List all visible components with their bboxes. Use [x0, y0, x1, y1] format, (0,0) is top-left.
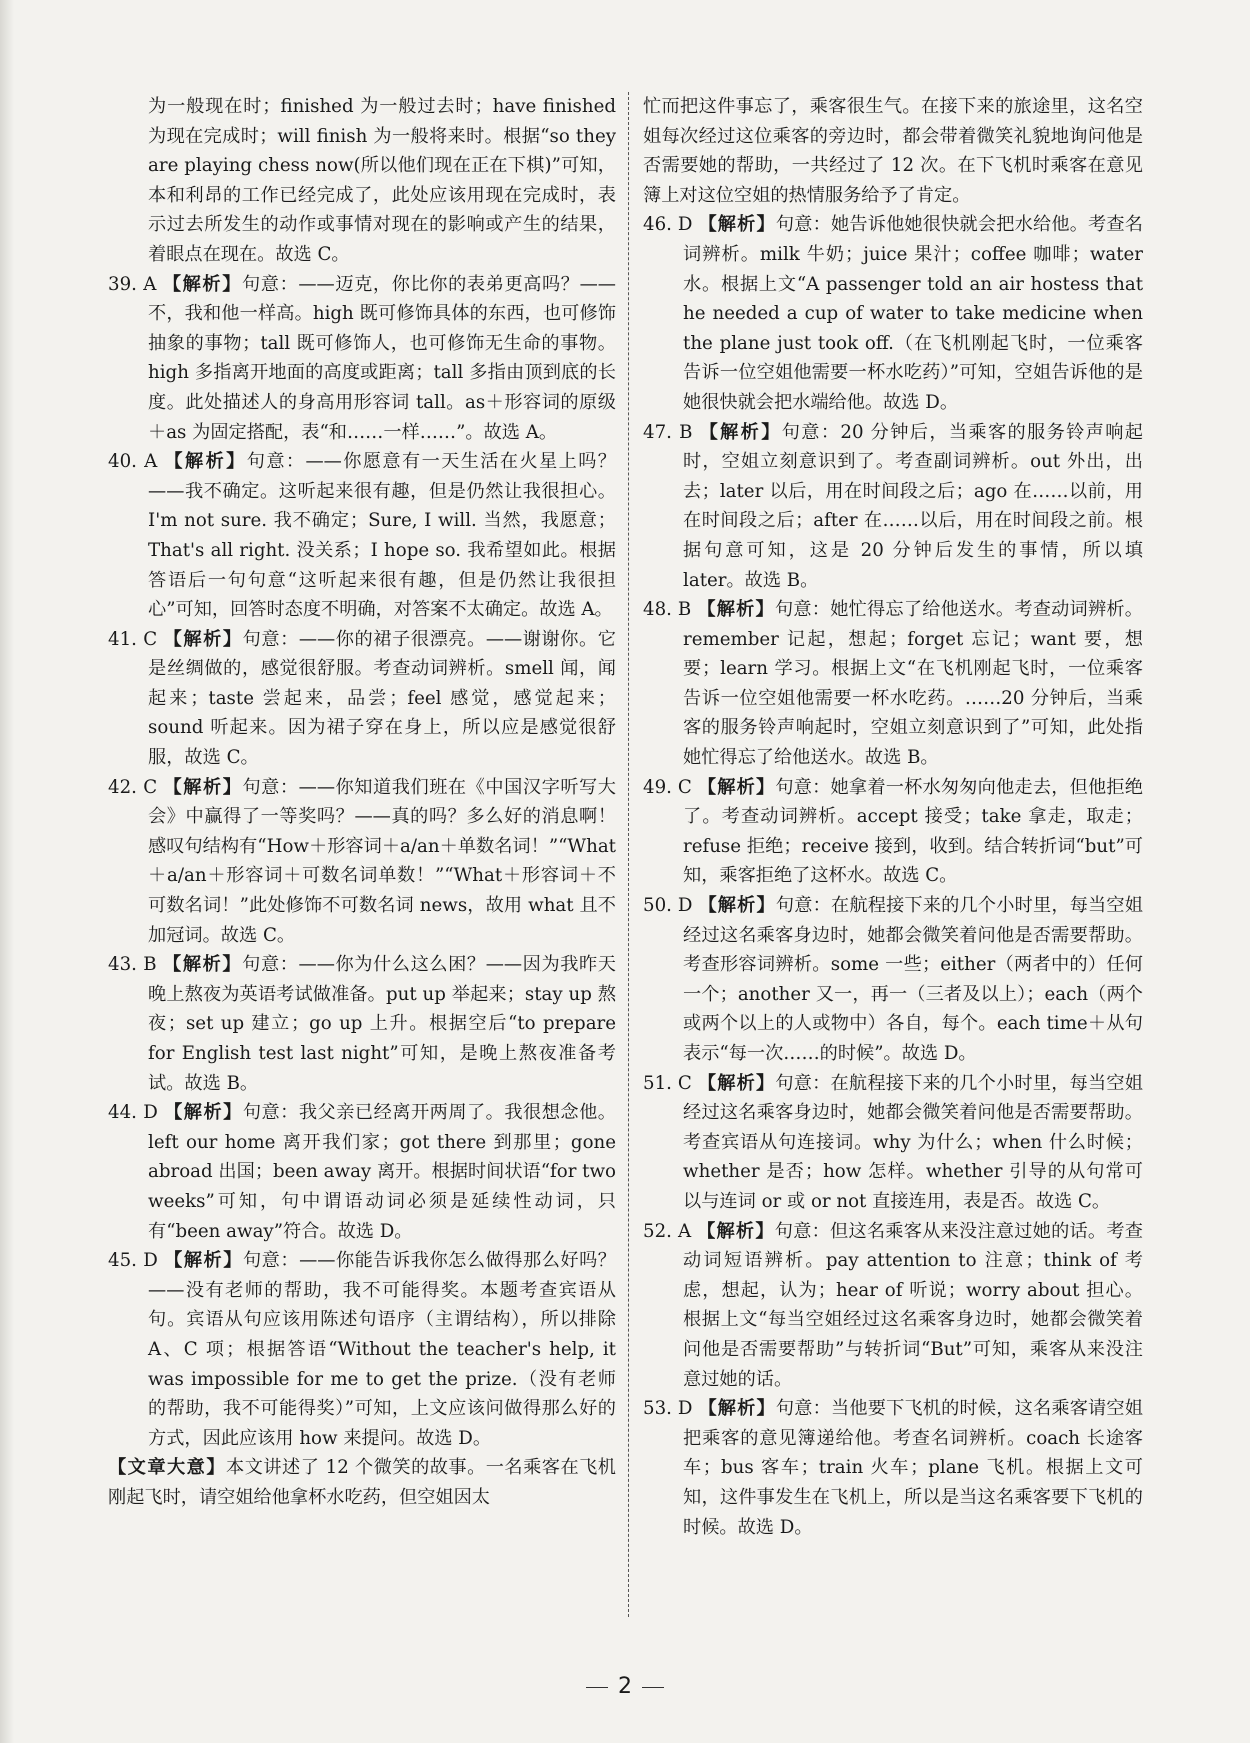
page-footer	[0, 1674, 1250, 1699]
answer-number: 43. B	[108, 954, 157, 976]
right-answer-list	[643, 210, 1143, 1542]
analysis-tag: 【解析】	[697, 1220, 775, 1242]
analysis-tag: 【解析】	[164, 1102, 243, 1124]
analysis-text: 句意：——你能告诉我你怎么做得那么好吗？——没有老师的帮助，我不可能得奖。本题考查宾语从句。宾语从句应该用陈述句语序（主谓结构），所以排除 A、C 项；根据答语“Without the teacher's help, it was impossible for me to get the prize.（没有老师的帮助，我不可能得奖）”可知，上文应该问做得那么好的方式，因此应该用 how 来提问。故选 D。	[148, 1250, 616, 1449]
answer-item	[108, 950, 616, 1098]
analysis-text: 句意：——你知道我们班在《中国汉字听写大会》中赢得了一等奖吗？——真的吗？多么好的消息啊！感叹句结构有“How＋形容词＋a/an＋单数名词！”“What＋a/an＋形容词＋可数名词单数！”“What＋形容词＋不可数名词！”此处修饰不可数名词 news，故用 what 且不加冠词。故选 C。	[148, 776, 616, 946]
footer-dash-left	[586, 1687, 608, 1688]
analysis-text: 句意：在航程接下来的几个小时里，每当空姐经过这名乘客身边时，她都会微笑着问他是否需要帮助。考查宾语从句连接词。why 为什么；when 什么时候；whether 是否；how 怎样。whether 引导的从句常可以与连词 or 或 or not 直接连用，表是否。故选 C。	[683, 1072, 1143, 1212]
analysis-tag: 【解析】	[164, 1250, 243, 1272]
answer-number: 49. C	[643, 776, 692, 798]
answer-item	[643, 210, 1143, 417]
answer-item	[643, 1394, 1143, 1542]
analysis-tag: 【解析】	[164, 451, 247, 473]
analysis-tag: 【解析】	[697, 776, 776, 798]
analysis-tag: 【解析】	[697, 599, 775, 621]
page-edge-shadow	[0, 0, 14, 1743]
analysis-text: 句意：——迈克，你比你的表弟更高吗？——不，我和他一样高。high 既可修饰具体的东西，也可修饰抽象的事物；tall 既可修饰人，也可修饰无生命的事物。high 多指离开地面的高度或距离；tall 多指由顶到底的长度。此处描述人的身高用形容词 tall。as＋形容词的原级＋as 为固定搭配，表“和……一样……”。故选 A。	[148, 273, 616, 443]
analysis-text: 句意：——你愿意有一天生活在火星上吗？——我不确定。这听起来很有趣，但是仍然让我很担心。I'm not sure. 我不确定；Sure, I will. 当然，我愿意；That's all right. 没关系；I hope so. 我希望如此。根据答语后一句句意“这听起来很有趣，但是仍然让我很担心”可知，回答时态度不明确，对答案不太确定。故选 A。	[148, 451, 616, 621]
answer-number: 42. C	[108, 776, 158, 798]
answer-item	[643, 595, 1143, 773]
answer-number: 53. D	[643, 1398, 693, 1420]
analysis-tag: 【解析】	[698, 1398, 776, 1420]
analysis-text: 句意：她告诉他她很快就会把水给他。考查名词辨析。milk 牛奶；juice 果汁；coffee 咖啡；water 水。根据上文“A passenger told an air hostess that he needed a cup of water to take medicine when the plane just took off.（在飞机刚起飞时，一位乘客告诉一位空姐他需要一杯水吃药）”可知，空姐告诉他的是她很快就会把水端给他。故选 D。	[683, 214, 1143, 413]
summary-continued: 忙而把这件事忘了，乘客很生气。在接下来的旅途里，这名空姐每次经过这位乘客的旁边时，都会带着微笑礼貌地询问他是否需要她的帮助，一共经过了 12 次。在下飞机时乘客在意见簿上对这位空姐的热情服务给予了肯定。	[643, 96, 1143, 206]
article-summary	[108, 1453, 616, 1512]
answer-item	[643, 1069, 1143, 1217]
analysis-text: 句意：她拿着一杯水匆匆向他走去，但他拒绝了。考查动词辨析。accept 接受；take 拿走，取走；refuse 拒绝；receive 接到，收到。结合转折词“but”可知，乘客拒绝了这杯水。故选 C。	[683, 776, 1143, 887]
left-column	[108, 92, 616, 1513]
summary-tag: 【文章大意】	[108, 1457, 227, 1479]
analysis-text: 句意：——你的裙子很漂亮。——谢谢你。它是丝绸做的，感觉很舒服。考查动词辨析。smell 闻，闻起来；taste 尝起来，品尝；feel 感觉，感觉起来；sound 听起来。因为裙子穿在身上，所以应是感觉很舒服，故选 C。	[148, 628, 616, 769]
left-answer-list	[108, 270, 616, 1454]
answer-number: 51. C	[643, 1072, 692, 1094]
answer-number: 39. A	[108, 273, 157, 295]
analysis-text: 句意：在航程接下来的几个小时里，每当空姐经过这名乘客身边时，她都会微笑着问他是否需要帮助。考查形容词辨析。some 一些；either（两者中的）任何一个；another 又一，再一（三者及以上）；each（两个或两个以上的人或物中）各自，每个。each time＋从句表示“每一次……的时候”。故选 D。	[683, 895, 1143, 1064]
analysis-text: 句意：当他要下飞机的时候，这名乘客请空姐把乘客的意见簿递给他。考查名词辨析。coach 长途客车；bus 客车；train 火车；plane 飞机。根据上文可知，这件事发生在飞机上，所以是当这名乘客要下飞机的时候。故选 D。	[683, 1398, 1143, 1538]
answer-number: 41. C	[108, 628, 158, 650]
analysis-tag: 【解析】	[163, 628, 243, 650]
answer-number: 40. A	[108, 451, 158, 473]
analysis-text: 句意：但这名乘客从来没注意过她的话。考查动词短语辨析。pay attention to 注意；think of 考虑，想起，认为；hear of 听说；worry about 担心。根据上文“每当空姐经过这名乘客身边时，她都会微笑着问他是否需要帮助”与转折词“But”可知，乘客从来没注意过她的话。	[683, 1220, 1143, 1390]
answer-item	[643, 891, 1143, 1069]
analysis-tag: 【解析】	[163, 954, 243, 976]
answer-item	[108, 773, 616, 951]
answer-item	[108, 447, 616, 625]
answer-number: 46. D	[643, 214, 693, 236]
answer-number: 52. A	[643, 1220, 692, 1242]
analysis-tag: 【解析】	[162, 273, 242, 295]
answer-item	[108, 1246, 616, 1453]
analysis-text: 句意：20 分钟后，当乘客的服务铃声响起时，空姐立刻意识到了。考查副词辨析。out 外出，出去；later 以后，用在时间段之后；ago 在……以前，用在时间段之后；after 在……以后，用在时间段之前。根据句意可知，这是 20 分钟后发生的事情，所以填 later。故选 B。	[683, 421, 1143, 591]
analysis-tag: 【解析】	[698, 895, 776, 917]
answer-item	[108, 625, 616, 773]
analysis-text: 句意：——你为什么这么困？——因为我昨天晚上熬夜为英语考试做准备。put up 举起来；stay up 熬夜；set up 建立；go up 上升。根据空后“to prepare for English test last night”可知，是晚上熬夜准备考试。故选 B。	[148, 954, 616, 1094]
answer-number: 45. D	[108, 1250, 158, 1272]
column-divider	[628, 92, 629, 1617]
answer-item	[643, 418, 1143, 596]
summary-text: 本文讲述了 12 个微笑的故事。一名乘客在飞机刚起飞时，请空姐给他拿杯水吃药，但空姐因太	[108, 1457, 616, 1508]
answer-number: 47. B	[643, 421, 693, 443]
right-column	[643, 92, 1143, 1542]
analysis-tag: 【解析】	[698, 214, 776, 236]
answer-item	[643, 773, 1143, 891]
analysis-tag: 【解析】	[697, 1072, 776, 1094]
page-number: 2	[618, 1674, 632, 1699]
continued-answer-38: 为一般现在时；finished 为一般过去时；have finished 为现在完成时；will finish 为一般将来时。根据“so they are playing chess now(所以他们现在正在下棋)”可知，本和利昂的工作已经完成了，此处应该用现在完成时，表示过去所发生的动作或事情对现在的影响或产生的结果，着眼点在现在。故选 C。	[148, 96, 616, 265]
analysis-text: 句意：她忙得忘了给他送水。考查动词辨析。remember 记起，想起；forget 忘记；want 要，想要；learn 学习。根据上文“在飞机刚起飞时，一位乘客告诉一位空姐他需要一杯水吃药。……20 分钟后，当乘客的服务铃声响起时，空姐立刻意识到了”可知，此处指她忙得忘了给他送水。故选 B。	[683, 599, 1143, 769]
answer-item	[643, 1217, 1143, 1395]
analysis-tag: 【解析】	[163, 776, 243, 798]
answer-number: 50. D	[643, 895, 693, 917]
footer-dash-right	[642, 1687, 664, 1688]
answer-number: 44. D	[108, 1102, 158, 1124]
answer-item	[108, 270, 616, 448]
analysis-tag: 【解析】	[699, 421, 782, 443]
answer-number: 48. B	[643, 599, 692, 621]
answer-item	[108, 1098, 616, 1246]
analysis-text: 句意：我父亲已经离开两周了。我很想念他。left our home 离开我们家；got there 到那里；gone abroad 出国；been away 离开。根据时间状语“for two weeks”可知，句中谓语动词必须是延续性动词，只有“been away”符合。故选 D。	[148, 1102, 616, 1242]
